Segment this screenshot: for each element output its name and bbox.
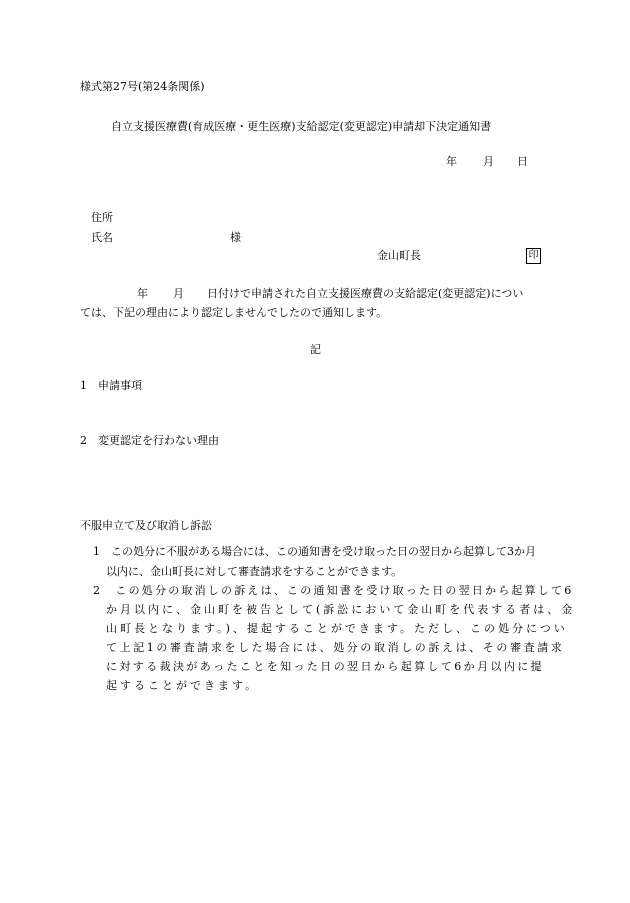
issuer-title: 金山町長 (377, 249, 421, 262)
appeal-item-2-line-1: 2 この処分の取消しの訴えは、この通知書を受け取った日の翌日から起算して6 (93, 584, 574, 597)
appeal-heading: 不服申立て及び取消し訴訟 (80, 519, 212, 532)
address-label: 住所 (91, 211, 113, 224)
appeal-item-1-line-2: 以内に、金山町長に対して審査請求をすることができます。 (106, 565, 403, 578)
appeal-item-2-line-5: に対する裁決があったことを知った日の翌日から起算して6か月以内に提 (106, 660, 545, 673)
name-label: 氏名 (91, 231, 113, 244)
document-title: 自立支援医療費(育成医療・更生医療)支給認定(変更認定)申請却下決定通知書 (111, 120, 492, 133)
item-rejection-reason: 2 変更認定を行わない理由 (80, 434, 219, 447)
intro-text-line-2: ては、下記の理由により認定しませんでしたので通知します。 (80, 306, 388, 319)
intro-month-label: 月 (173, 287, 184, 300)
intro-text-line-1: 日付けで申請された自立支援医療費の支給認定(変更認定)につい (207, 287, 524, 300)
item-application-matters: 1 申請事項 (80, 379, 142, 392)
form-number: 様式第27号(第24条関係) (80, 80, 205, 93)
seal-stamp: 印 (526, 248, 541, 264)
date-day-label: 日 (517, 155, 528, 168)
intro-year-label: 年 (137, 287, 148, 300)
appeal-item-2-line-2: か月以内に、金山町を被告として(訴訟において金山町を代表する者は、金 (106, 603, 576, 616)
appeal-item-2-line-6: 起することができます。 (106, 679, 260, 692)
date-year-label: 年 (446, 155, 457, 168)
name-honorific: 様 (230, 231, 241, 244)
appeal-item-1-line-1: 1 この処分に不服がある場合には、この通知書を受け取った日の翌日から起算して3か月 (93, 545, 536, 558)
appeal-item-2-line-3: 山町長となります。)、提起することができます。ただし、この処分につい (106, 622, 568, 635)
ki-heading: 記 (310, 343, 321, 356)
appeal-item-2-line-4: て上記1の審査請求をした場合には、処分の取消しの訴えは、その審査請求 (106, 641, 565, 654)
date-month-label: 月 (483, 155, 494, 168)
